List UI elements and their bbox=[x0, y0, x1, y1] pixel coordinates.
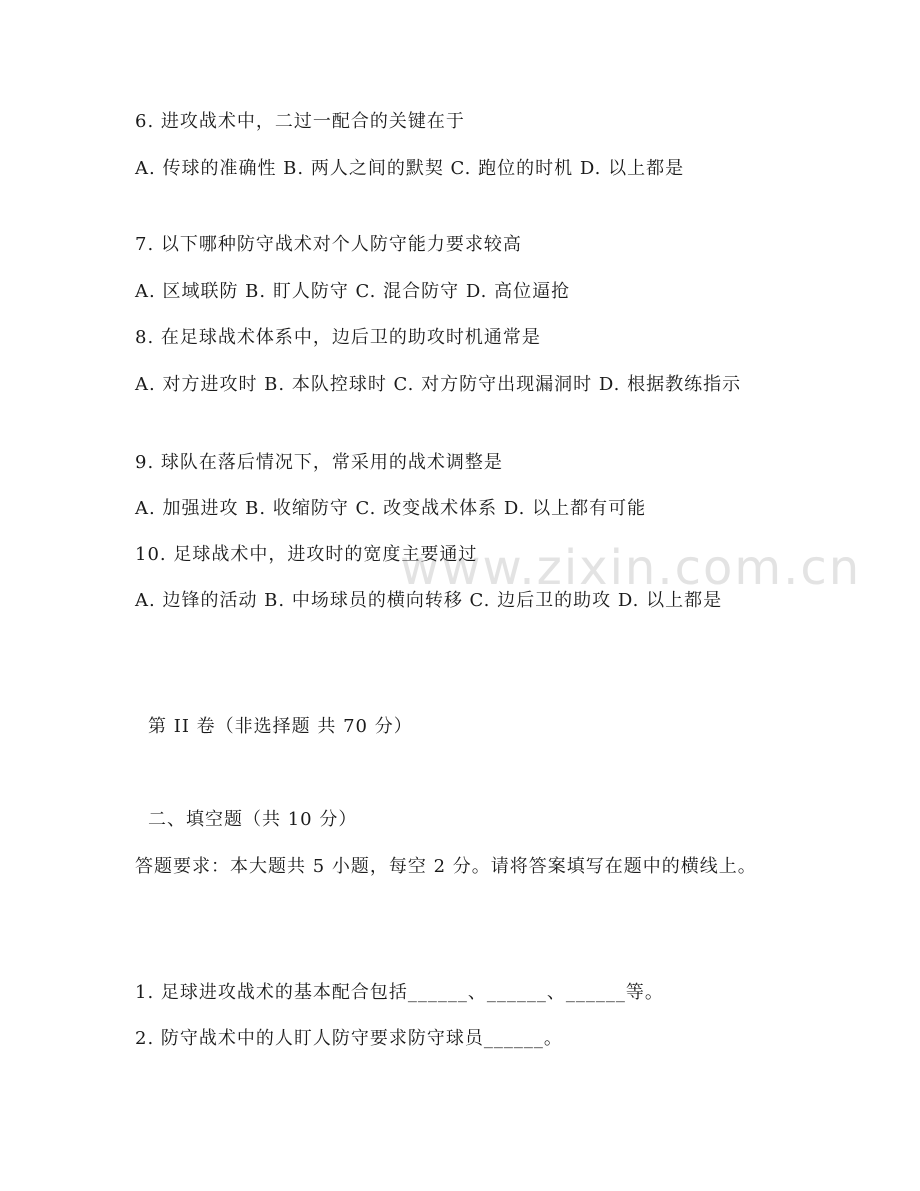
section-2-requirement: 答题要求：本大题共 5 小题，每空 2 分。请将答案填写在题中的横线上。 bbox=[135, 856, 757, 877]
section-2-title: 二、填空题（共 10 分） bbox=[148, 809, 358, 830]
question-6-stem: 6. 进攻战术中，二过一配合的关键在于 bbox=[135, 111, 465, 132]
question-10-stem: 10. 足球战术中，进攻时的宽度主要通过 bbox=[135, 544, 478, 565]
question-7-stem: 7. 以下哪种防守战术对个人防守能力要求较高 bbox=[135, 234, 522, 255]
question-8-options: A. 对方进攻时 B. 本队控球时 C. 对方防守出现漏洞时 D. 根据教练指示 bbox=[135, 374, 742, 395]
question-7-options: A. 区域联防 B. 盯人防守 C. 混合防守 D. 高位逼抢 bbox=[135, 281, 571, 302]
part-2-title: 第 II 卷（非选择题 共 70 分） bbox=[148, 716, 413, 737]
fill-question-2: 2. 防守战术中的人盯人防守要求防守球员______。 bbox=[135, 1028, 563, 1049]
question-9-options: A. 加强进攻 B. 收缩防守 C. 改变战术体系 D. 以上都有可能 bbox=[135, 498, 647, 519]
question-6-options: A. 传球的准确性 B. 两人之间的默契 C. 跑位的时机 D. 以上都是 bbox=[135, 158, 685, 179]
question-8-stem: 8. 在足球战术体系中，边后卫的助攻时机通常是 bbox=[135, 327, 541, 348]
question-9-stem: 9. 球队在落后情况下，常采用的战术调整是 bbox=[135, 452, 503, 473]
fill-question-1: 1. 足球进攻战术的基本配合包括______、______、______等。 bbox=[135, 982, 664, 1003]
question-10-options: A. 边锋的活动 B. 中场球员的横向转移 C. 边后卫的助攻 D. 以上都是 bbox=[135, 590, 723, 611]
watermark: www.zixin.com.cn bbox=[400, 540, 862, 596]
